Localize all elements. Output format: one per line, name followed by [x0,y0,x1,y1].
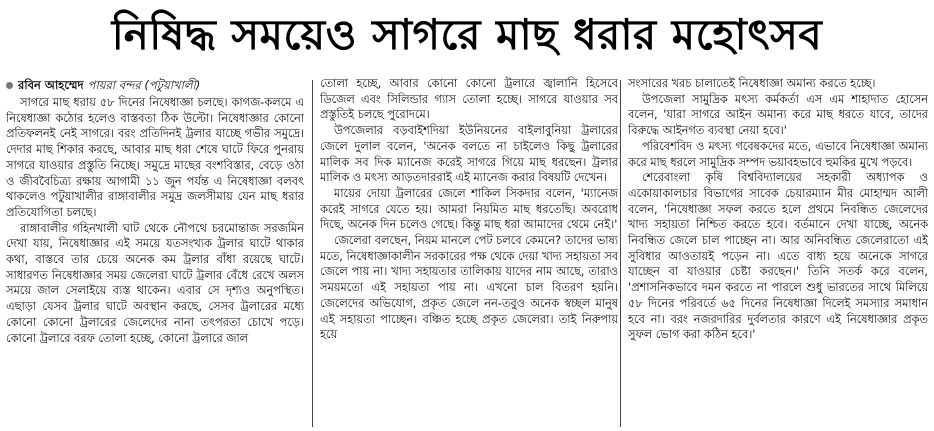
byline [6,76,304,94]
article-paragraph: পরিবেশবিদ ও মৎস্য গবেষকদের মতে, এভাবে নিষেধাজ্ঞা অমান্য করে মাছ ধরলে সামুদ্রিক সম্পদ ভয়াবহভাবে হুমকির মুখে পড়বে। [628,139,928,169]
article-paragraph: মায়ের দোয়া ট্রলারের জেলে শাকিল সিকদার বলেন, 'ম্যানেজ করেই সাগরে যেতে হয়। আমরা নিয়মিত মাছ ধরতেছি। অবরোধ দিছে, অনেক দিন চলেও গেছে। কিন্তু মাছ ধরা আমাদের থেমে নেই।' [320,186,618,232]
bullet-icon [6,82,13,89]
headline: নিষিদ্ধ সময়েও সাগরে মাছ ধরার মহোৎসব [111,10,823,59]
byline-location: পায়রা বন্দর (পটুয়াখালী) [87,78,201,92]
article-paragraph: শেরেবাংলা কৃষি বিশ্ববিদ্যালয়ের সহকারী অধ্যাপক ও একোয়াকালচার বিভাগের সাবেক চেয়ারম্যান মীর মোহাম্মদ আলী বলেন, 'নিষেধাজ্ঞা সফল করতে হলে প্রথমে নিবন্ধিত জেলেদের খাদ্য সহায়তা নিশ্চিত করতে হবে। বর্তমানে দেখা যাচ্ছে, অনেক নিবন্ধিত জেলে চাল পাচ্ছেন না। আর অনিবন্ধিত জেলেরাতো এই সুবিধার আওতায়ই পড়েন না। এতে বাধ্য হয়ে অনেকে সাগরে যাচ্ছেন বা যাওয়ার চেষ্টা করছেন।' তিনি সতর্ক করে বলেন, 'প্রশাসনিকভাবে দমন করতে না পারলে শুধু ভারতের সাথে মিলিয়ে ৫৮ দিনের পরিবর্তে ৬৫ দিনের নিষেধাজ্ঞা দিলেই সমস্যার সমাধান হবে না। বরং নজরদারির দুর্বলতার কারণে এই নিষেধাজ্ঞার প্রকৃত সুফল ভোগ করা কঠিন হবে।' [628,171,928,342]
article-column-1 [6,76,304,428]
article-paragraph: সাগরে মাছ ধরায় ৫৮ দিনের নিষেধাজ্ঞা চলছে। কাগজ-কলমে এ নিষেধাজ্ঞা কঠোর হলেও বাস্তবতা ঠিক উল্টো। নিষেধাজ্ঞার কোনো প্রতিফলনই নেই সাগরে। বরং প্রতিদিনই ট্রলার যাচ্ছে গভীর সমুদ্রে। দেদার মাছ শিকার করছে, আবার মাছ ধরা শেষে ঘাটে ফিরে পুনরায় সাগরে যাওয়ার প্রস্তুতি নিচ্ছে। সমুদ্রে মাছের বংশবিস্তার, বেড়ে ওঠা ও জীববৈচিত্র্য রক্ষায় আগামী ১১ জুন পর্যন্ত এ নিষেধাজ্ঞা বলবৎ থাকলেও পটুয়াখালীর রাঙ্গাবালীর সমুদ্র জলসীমায় যেন মাছ ধরার প্রতিযোগিতা চলছে। [6,96,304,219]
column-divider [312,80,313,427]
article-column-3 [628,76,928,428]
article-paragraph: জেলেরা বলছেন, নিয়ম মানলে পেট চলবে কেমনে? তাদের ভাষ্য মতে, নিষেধাজ্ঞাকালীন সরকারের পক্ষ থেকে দেয়া খাদ্য সহায়তা সব জেলে পায় না। খাদ্য সহায়তার তালিকায় যাদের নাম আছে, তারাও সময়মতো এই সহায়তা পায় না। এখনো চাল বিতরণ হয়নি। জেলেদের অভিযোগ, প্রকৃত জেলে নন-তবুও অনেক স্বচ্ছল মানুষ এই সহায়তা পাচ্ছেন। বঞ্চিত হচ্ছে প্রকৃত জেলেরা। তাই নিরুপায় হয়ে [320,234,618,342]
article-paragraph: উপজেলার বড়বাইশদিয়া ইউনিয়নের বাইলাবুনিয়া ট্রলারের জেলে দুলাল বলেন, 'অনেক বলতে না চাইলেও কিছু ট্রলারের মালিক সব দিক ম্যানেজ করেই সাগরে গিয়ে মাছ ধরছেন। ট্রলার মালিক ও মৎস্য আড়তদাররাই এই ম্যানেজ করার বিষয়টি দেখেন। [320,124,618,185]
article-paragraph: রাঙ্গাবালীর গহিনখালী ঘাট থেকে নৌপথে চরমোন্তাজ সরজমিন দেখা যায়, নিষেধাজ্ঞার এই সময়ে যতসংখ্যক ট্রলার ঘাটে থাকার কথা, বাস্তবে তার চেয়ে অনেক কম ট্রলার বাঁধা রয়েছে ঘাটে। সাধারণত নিষেধাজ্ঞার সময় জেলেরা ঘাটে ট্রলার বেঁধে রেখে অলস সময়ে জাল সেলাইয়ে ব্যস্ত থাকেন। এবার সে দৃশ্যও অনুপস্থিত। এছাড়া যেসব ট্রলার ঘাটে অবস্থান করছে, সেসব ট্রলারের মধ্যে কোনো কোনো ট্রলারের জেলেদের নানা তৎপরতা চোখে পড়ে। কোনো ট্রলারে বরফ তোলা হচ্ছে, কোনো ট্রলারে জাল [6,221,304,345]
article-paragraph: উপজেলা সামুদ্রিক মৎস্য কর্মকর্তা এস এম শাহাদাত হোসেন বলেন, 'যারা সাগরে আইন অমান্য করে মাছ ধরতে যাবে, তাদের বিরুদ্ধে আইনগত ব্যবস্থা নেয়া হবে।' [628,92,928,138]
article-column-2 [320,76,618,428]
column-divider [620,80,621,427]
byline-author: রবিন আহম্মেদ [18,78,84,92]
article-paragraph: সংসারের খরচ চালাতেই নিষেধাজ্ঞা অমান্য করতে হচ্ছে। [628,77,876,90]
article-paragraph: তোলা হচ্ছে, আবার কোনো কোনো ট্রলারে জ্বালানি হিসেবে ডিজেল এবং সিলিন্ডার গ্যাস তোলা হচ্ছে। সাগরে যাওয়ার সব প্রস্তুতিই চলছে পুরোদমে। [320,77,618,122]
